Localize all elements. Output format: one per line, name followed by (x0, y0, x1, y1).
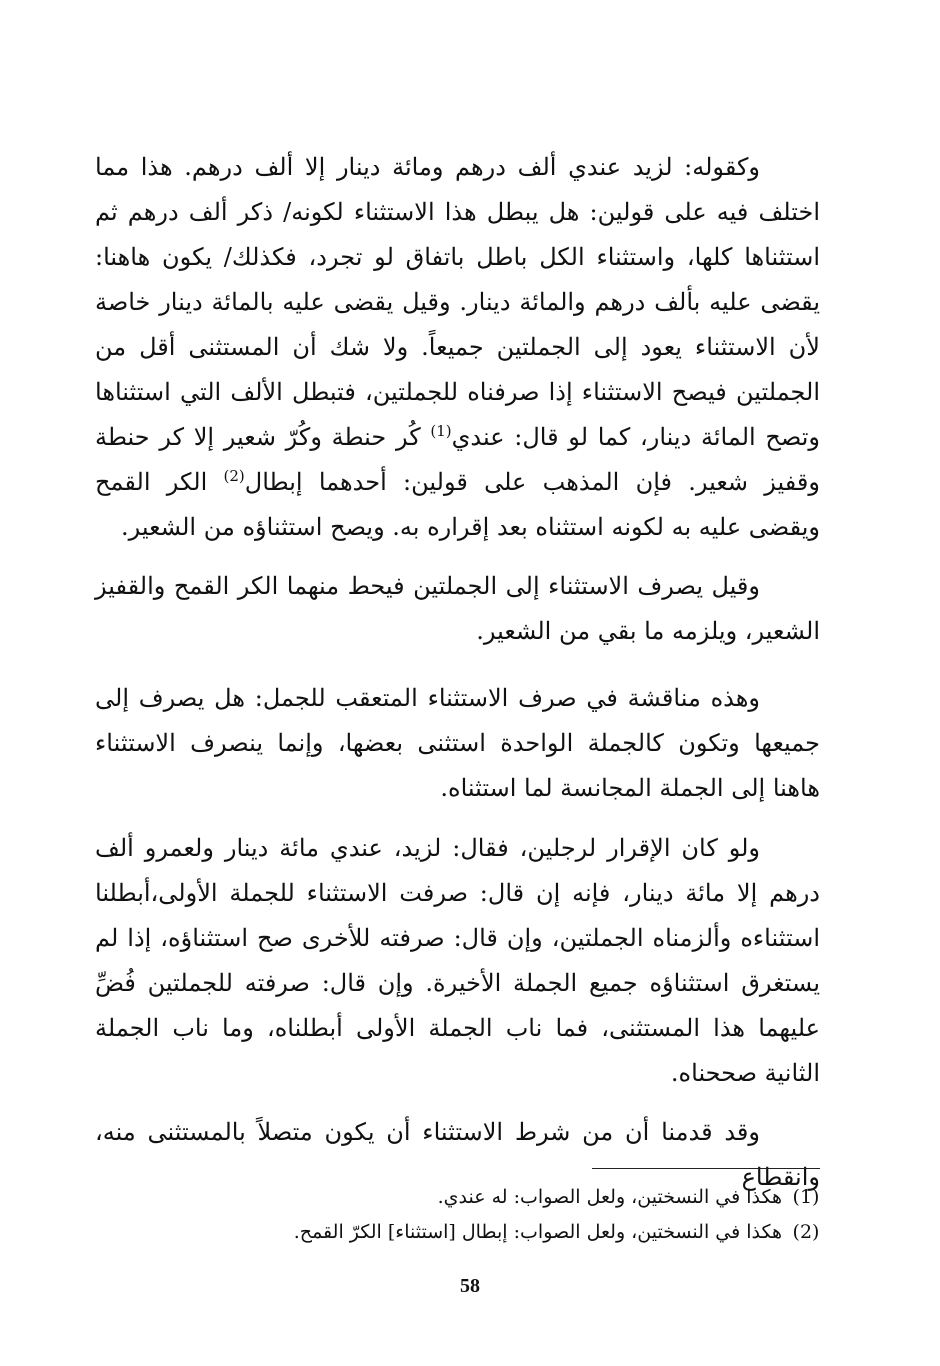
paragraph-1 (95, 145, 820, 550)
footnote-1-text: هكذا في النسختين، ولعل الصواب: له عندي. (437, 1186, 782, 1208)
paragraph-1-text (95, 145, 820, 550)
footnote-2-number: (2) (792, 1221, 820, 1243)
footnote-separator (592, 1168, 820, 1169)
paragraph-5-text: وقد قدمنا أن من شرط الاستثناء أن يكون متصلاً بالمستثنى منه، وانقطاع (95, 1118, 820, 1191)
footnote-1-number: (1) (792, 1186, 820, 1208)
footnote-reference-2[interactable]: (2) (223, 467, 245, 485)
paragraph-3 (95, 676, 820, 811)
paragraph-3-text: وهذه مناقشة في صرف الاستثناء المتعقب للجمل: هل يصرف إلى جميعها وتكون كالجملة الواحدة استثنى بعضها، وإنما ينصرف الاستثناء هاهنا إلى الجملة المجانسة لما استثناه. (95, 684, 820, 802)
footnote-2 (95, 1215, 820, 1250)
paragraph-2 (95, 564, 820, 654)
paragraph-4 (95, 826, 820, 1096)
footnote-reference-1[interactable]: (1) (430, 422, 452, 440)
page-number: 58 (460, 1275, 480, 1297)
paragraph-1-segment-1: وكقوله: لزيد عندي ألف درهم ومائة دينار إلا ألف درهم. هذا مما اختلف فيه على قولين: هل يبطل هذا الاستثناء لكونه/ ذكر ألف درهم ثم استثناها كلها، واستثناء الكل باطل باتفاق لو تجرد، فكذلك/ يكون هاهنا: يقضى عليه بألف درهم والمائة دينار. وقيل يقضى عليه بالمائة دينار خاصة لأن الاستثناء يعود إلى الجملتين جميعاً. ولا شك أن المستثنى أقل من الجملتين فيصح الاستثناء إذا صرفناه للجملتين، فتبطل الألف التي استثناها وتصح المائة دينار، كما لو قال: عندي (95, 153, 820, 451)
footnotes (95, 1180, 820, 1250)
paragraph-2-text: وقيل يصرف الاستثناء إلى الجملتين فيحط منهما الكر القمح والقفيز الشعير، ويلزمه ما بقي من الشعير. (95, 572, 820, 645)
paragraph-4-text: ولو كان الإقرار لرجلين، فقال: لزيد، عندي مائة دينار ولعمرو ألف درهم إلا مائة دينار، فإنه إن قال: صرفت الاستثناء للجملة الأولى،أبطلنا استثناءه وألزمناه الجملتين، وإن قال: صرفته للأخرى صح استثناؤه، إذا لم يستغرق استثناؤه جميع الجملة الأخيرة. وإن قال: صرفته للجملتين فُضِّ عليهما هذا المستثنى، فما ناب الجملة الأولى أبطلناه، وما ناب الجملة الثانية صححناه. (95, 834, 820, 1087)
paragraph-1-segment-3: الكر القمح ويقضى عليه به لكونه استثناه بعد إقراره به. ويصح استثناؤه من الشعير. (95, 468, 820, 541)
footnote-1 (95, 1180, 820, 1215)
paragraph-1-segment-2: كُر حنطة وكُرّ شعير إلا كر حنطة وقفيز شعير. فإن المذهب على قولين: أحدهما إبطال (95, 423, 820, 496)
footnote-2-text: هكذا في النسختين، ولعل الصواب: إبطال [استثناء] الكرّ القمح. (293, 1221, 782, 1243)
